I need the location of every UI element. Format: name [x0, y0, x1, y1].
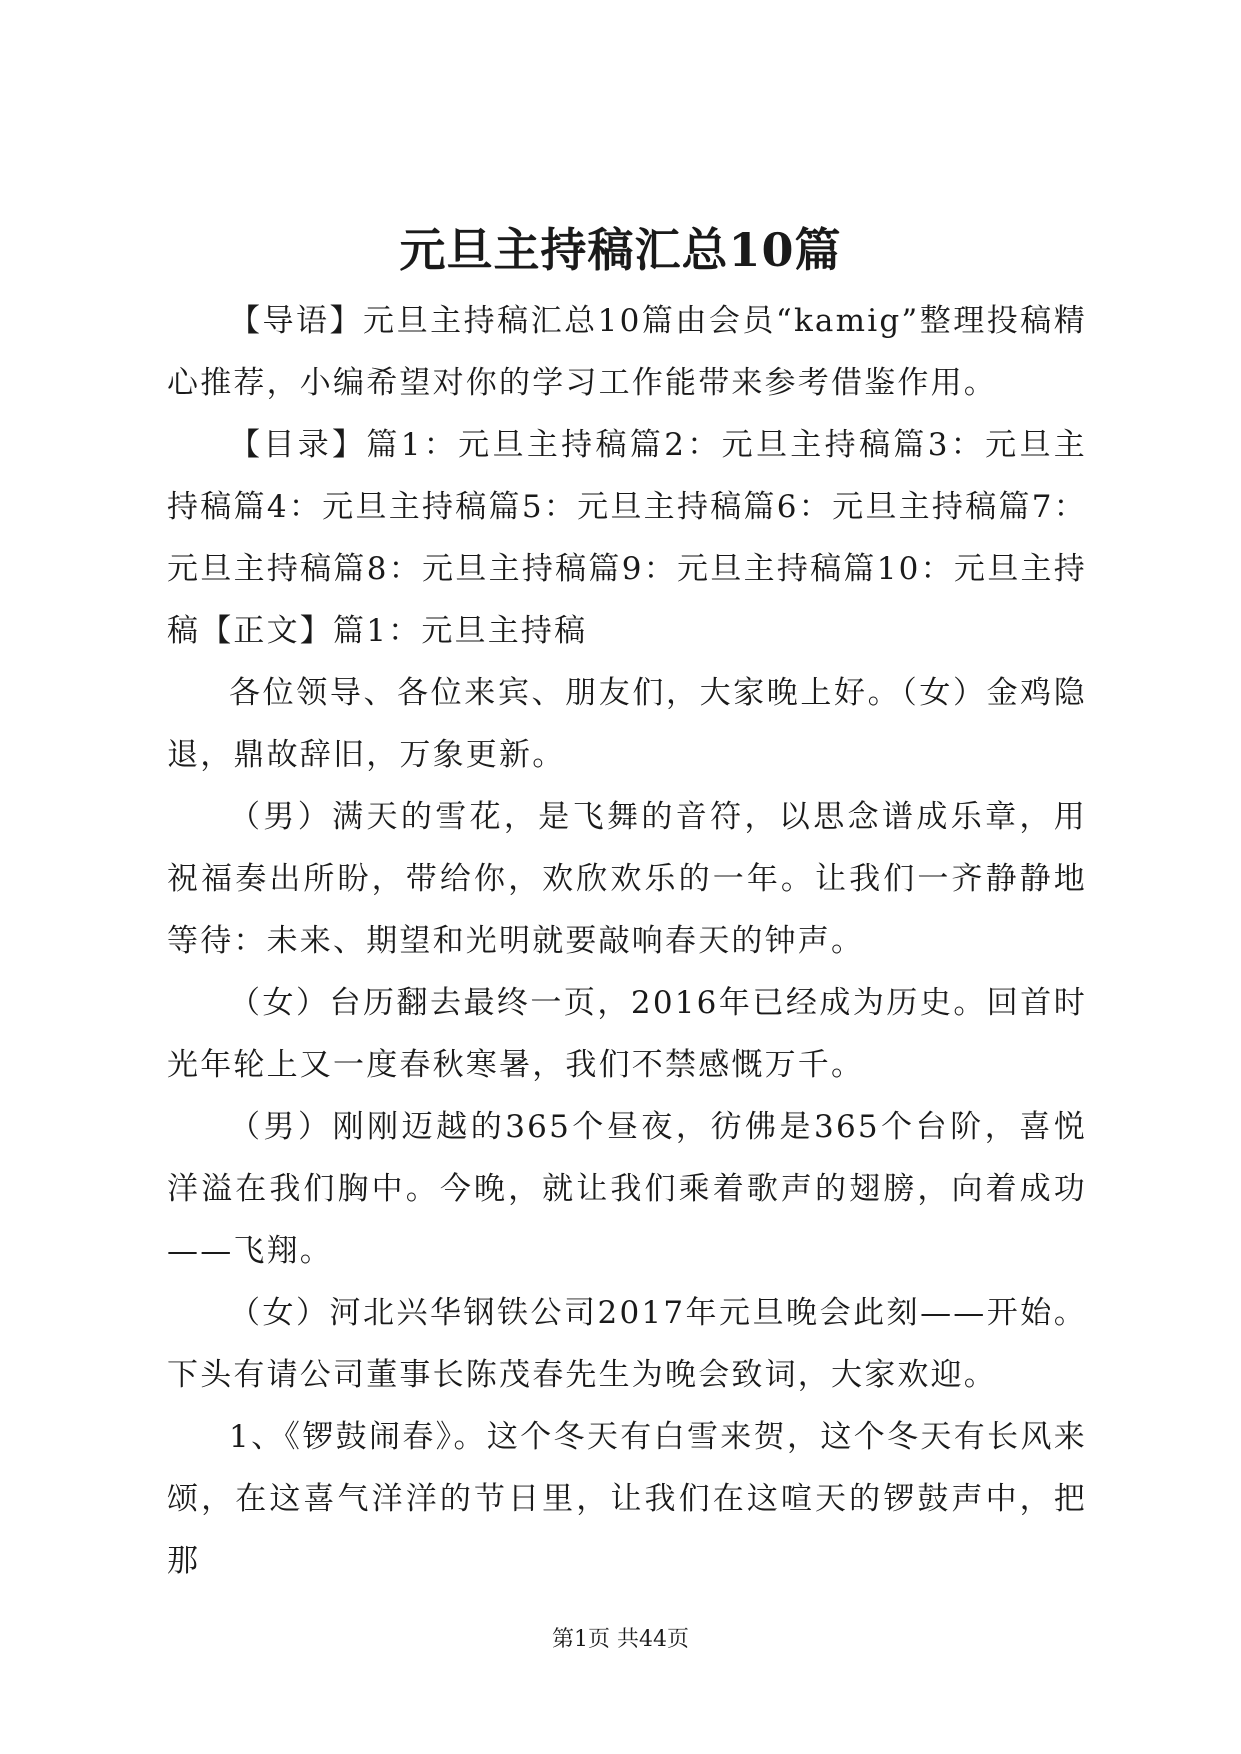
paragraph-toc: 【目录】篇1：元旦主持稿篇2：元旦主持稿篇3：元旦主持稿篇4：元旦主持稿篇5：元旦主持稿篇6：元旦主持稿篇7：元旦主持稿篇8：元旦主持稿篇9：元旦主持稿篇10：元旦主持稿【正文】篇1：元旦主持稿: [167, 427, 1087, 649]
paragraph: 各位领导、各位来宾、朋友们，大家晚上好。（女）金鸡隐退，鼎故辞旧，万象更新。: [167, 675, 1087, 773]
paragraph-intro: 【导语】元旦主持稿汇总10篇由会员“kamig”整理投稿精心推荐，小编希望对你的学习工作能带来参考借鉴作用。: [167, 303, 1087, 401]
document-title: 元旦主持稿汇总10篇: [399, 223, 842, 277]
page-number-footer: 第1页 共44页: [552, 1627, 689, 1652]
document-body: [167, 290, 1087, 1592]
paragraph: （男）满天的雪花，是飞舞的音符，以思念谱成乐章，用祝福奏出所盼，带给你，欢欣欢乐的一年。让我们一齐静静地等待：未来、期望和光明就要敲响春天的钟声。: [167, 799, 1087, 959]
paragraph: （女）台历翻去最终一页，2016年已经成为历史。回首时光年轮上又一度春秋寒暑，我们不禁感慨万千。: [167, 985, 1087, 1083]
paragraph: 1、《锣鼓闹春》。这个冬天有白雪来贺，这个冬天有长风来颂，在这喜气洋洋的节日里，让我们在这喧天的锣鼓声中，把那: [167, 1419, 1087, 1579]
paragraph: （女）河北兴华钢铁公司2017年元旦晚会此刻——开始。下头有请公司董事长陈茂春先生为晚会致词，大家欢迎。: [167, 1295, 1087, 1393]
paragraph: （男）刚刚迈越的365个昼夜，彷佛是365个台阶，喜悦洋溢在我们胸中。今晚，就让我们乘着歌声的翅膀，向着成功——飞翔。: [167, 1109, 1087, 1269]
